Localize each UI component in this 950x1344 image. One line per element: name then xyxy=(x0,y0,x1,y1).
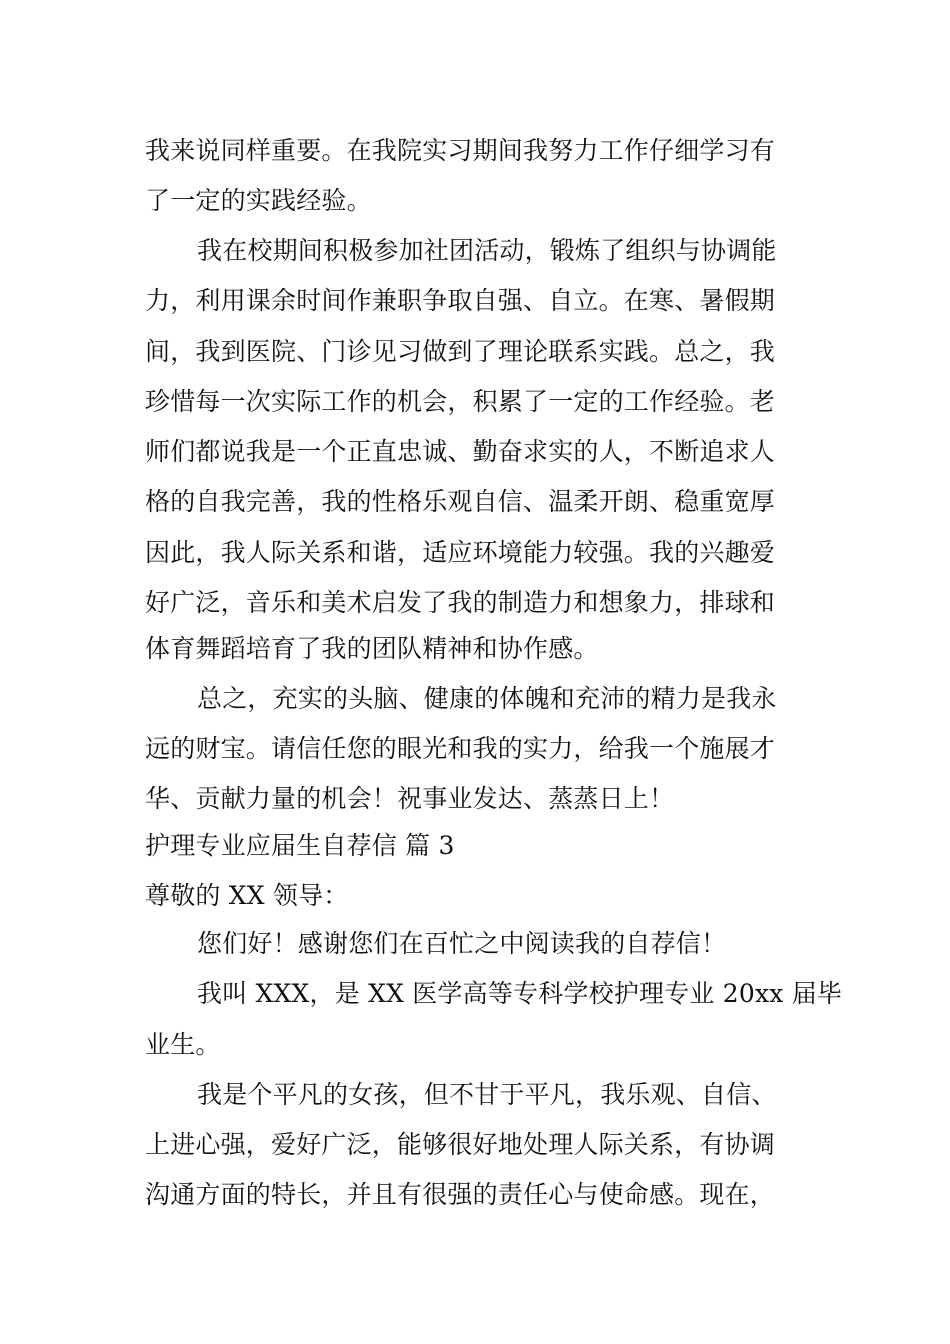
text-line: 珍惜每一次实际工作的机会，积累了一定的工作经验。老 xyxy=(145,387,776,416)
greeting-line: 您们好！感谢您们在百忙之中阅读我的自荐信！ xyxy=(197,929,727,958)
text-line: 沟通方面的特长，并且有很强的责任心与使命感。现在， xyxy=(145,1180,776,1209)
text-line: 因此，我人际关系和谐，适应环境能力较强。我的兴趣爱 xyxy=(145,538,776,567)
text-line: 上进心强，爱好广泛，能够很好地处理人际关系，有协调 xyxy=(145,1130,776,1159)
text-line: 力，利用课余时间作兼职争取自强、自立。在寒、暑假期 xyxy=(145,286,776,315)
section-heading: 护理专业应届生自荐信 篇 3 xyxy=(145,831,455,860)
text-line: 我来说同样重要。在我院实习期间我努力工作仔细学习有 xyxy=(145,136,776,165)
text-line: 师们都说我是一个正直忠诚、勤奋求实的人，不断追求人 xyxy=(145,437,776,466)
text-line: 体育舞蹈培育了我的团队精神和协作感。 xyxy=(145,634,599,663)
salutation: 尊敬的 XX 领导： xyxy=(145,881,349,910)
text-line: 间，我到医院、门诊见习做到了理论联系实践。总之，我 xyxy=(145,337,776,366)
text-line: 了一定的实践经验。 xyxy=(145,186,372,215)
text-line: 远的财宝。请信任您的眼光和我的实力，给我一个施展才 xyxy=(145,734,776,763)
paragraph-start-line: 总之，充实的头脑、健康的体魄和充沛的精力是我永 xyxy=(197,684,777,713)
text-line: 好广泛，音乐和美术启发了我的制造力和想象力，排球和 xyxy=(145,588,776,617)
text-line: 华、贡献力量的机会！祝事业发达、蒸蒸日上！ xyxy=(145,784,675,813)
paragraph-start-line: 我叫 XXX，是 XX 医学高等专科学校护理专业 20xx 届毕 xyxy=(197,979,843,1008)
paragraph-start-line: 我在校期间积极参加社团活动，锻炼了组织与协调能 xyxy=(197,236,777,265)
text-line: 格的自我完善，我的性格乐观自信、温柔开朗、稳重宽厚 xyxy=(145,487,776,516)
text-line: 业生。 xyxy=(145,1030,221,1059)
paragraph-start-line: 我是个平凡的女孩，但不甘于平凡，我乐观、自信、 xyxy=(197,1080,777,1109)
